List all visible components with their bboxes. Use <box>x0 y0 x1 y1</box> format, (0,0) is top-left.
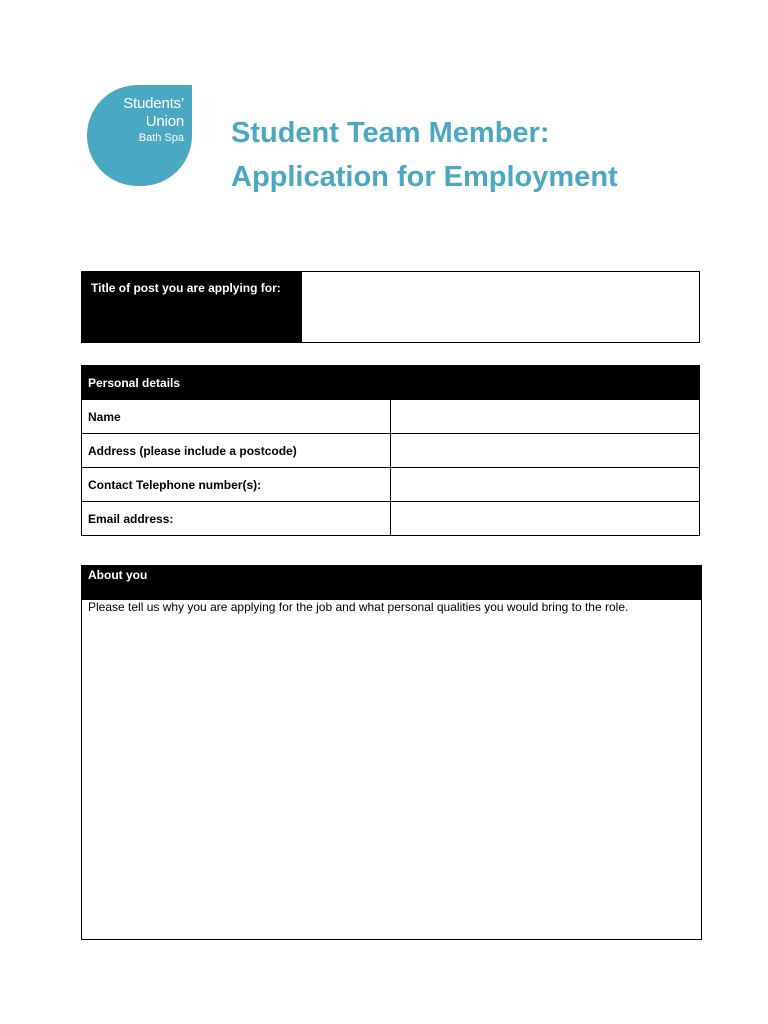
students-union-logo <box>87 85 192 186</box>
post-title-label: Title of post you are applying for: <box>82 272 302 343</box>
telephone-label: Contact Telephone number(s): <box>82 468 391 502</box>
name-input-cell[interactable] <box>391 400 700 434</box>
email-input-cell[interactable] <box>391 502 700 536</box>
post-title-table <box>81 271 700 343</box>
logo-text-line2: Union <box>145 113 184 130</box>
personal-details-heading: Personal details <box>82 366 700 400</box>
address-label: Address (please include a postcode) <box>82 434 391 468</box>
post-title-input-cell[interactable] <box>302 272 700 343</box>
name-label: Name <box>82 400 391 434</box>
about-you-heading: About you <box>82 566 702 600</box>
about-you-table <box>81 565 702 940</box>
telephone-input-cell[interactable] <box>391 468 700 502</box>
page-title-line2: Application for Employment <box>231 161 618 193</box>
address-input-cell[interactable] <box>391 434 700 468</box>
logo-text-line1: Students’ <box>123 95 184 112</box>
about-you-prompt: Please tell us why you are applying for the job and what personal qualities you would bring to the role. <box>88 600 629 614</box>
personal-details-table <box>81 365 700 536</box>
logo-text-line3: Bath Spa <box>138 132 184 144</box>
page-title <box>231 111 618 199</box>
email-label: Email address: <box>82 502 391 536</box>
page-title-line1: Student Team Member: <box>231 117 550 149</box>
about-you-text-area[interactable] <box>82 600 702 940</box>
